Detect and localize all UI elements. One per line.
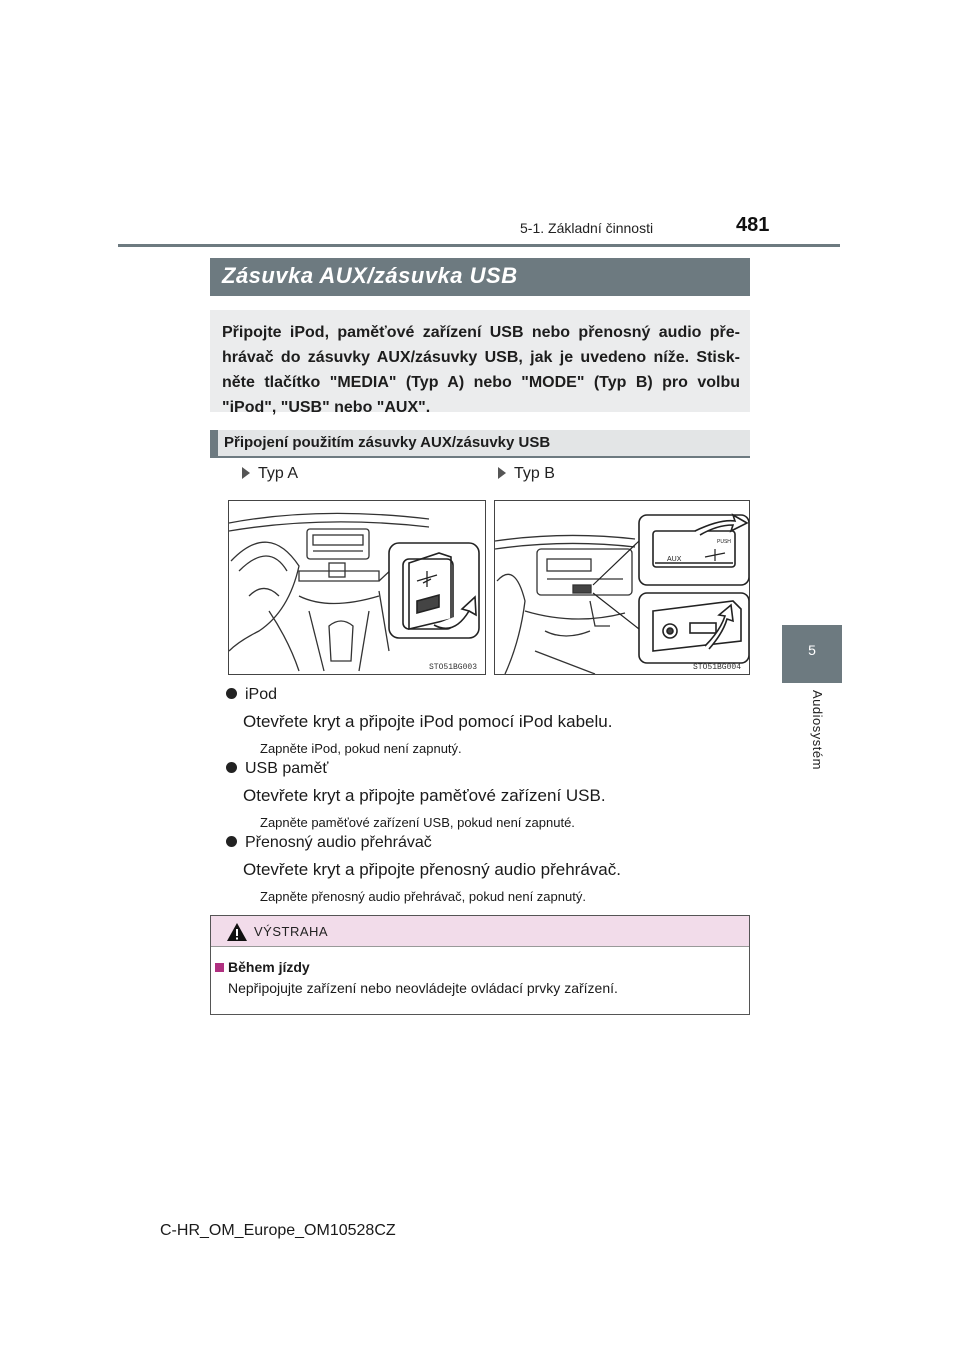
item-title: iPod xyxy=(245,686,278,703)
dashboard-type-a-illustration xyxy=(229,501,485,674)
push-label: PUSH xyxy=(717,539,731,545)
bullet-icon xyxy=(226,836,237,847)
subheading: Připojení použitím zásuvky AUX/zásuvky USB xyxy=(224,434,551,451)
bullet-icon xyxy=(226,688,237,699)
usb-aux-inset xyxy=(389,543,479,638)
item-body: Otevřete kryt a připojte paměťové zařízení USB. xyxy=(243,786,606,805)
item-note: Zapněte přenosný audio přehrávač, pokud není zapnutý. xyxy=(260,889,586,904)
list-item xyxy=(226,834,432,852)
warning-text: Nepřipojujte zařízení nebo neovládejte ovládací prvky zařízení. xyxy=(228,980,618,996)
page-title: Zásuvka AUX/zásuvka USB xyxy=(222,263,518,288)
bullet-icon xyxy=(226,762,237,773)
type-b-text: Typ B xyxy=(514,465,555,482)
item-title: USB paměť xyxy=(245,760,329,777)
aux-label: AUX xyxy=(667,556,682,563)
warning-square-icon xyxy=(215,963,224,972)
figure-type-b xyxy=(494,500,750,675)
dashboard-type-b-illustration xyxy=(495,501,749,674)
item-title: Přenosný audio přehrávač xyxy=(245,834,432,851)
list-item xyxy=(226,760,328,778)
chapter-number: 5 xyxy=(808,642,816,658)
item-body: Otevřete kryt a připojte iPod pomocí iPod kabelu. xyxy=(243,712,613,731)
intro-text: Připojte iPod, paměťové zařízení USB nebo přenosný audio pře-hrávač do zásuvky AUX/zásuvky USB, jak je uvedeno níže. Stisk-něte tlačítko "MEDIA" (Typ A) nebo "MODE" (Typ B) pro volbu "iPod", "USB" nebo "AUX". xyxy=(222,324,740,416)
triangle-bullet-icon xyxy=(242,467,250,479)
warning-triangle-icon xyxy=(226,922,248,942)
warning-title: VÝSTRAHA xyxy=(254,924,329,939)
item-body: Otevřete kryt a připojte přenosný audio přehrávač. xyxy=(243,860,621,879)
subheading-bar xyxy=(210,430,218,458)
figure-b-code: STO51BG004 xyxy=(693,663,742,672)
type-a-label xyxy=(242,465,298,483)
chapter-label: Audiosystém xyxy=(810,690,825,770)
type-b-label xyxy=(498,465,555,483)
item-note: Zapněte iPod, pokud není zapnutý. xyxy=(260,741,462,756)
figure-type-a xyxy=(228,500,486,675)
page-number: 481 xyxy=(736,214,770,236)
section-title: 5-1. Základní činnosti xyxy=(520,220,654,236)
type-a-text: Typ A xyxy=(258,465,299,482)
list-item xyxy=(226,686,277,704)
intro-box xyxy=(210,310,750,416)
item-note: Zapněte paměťové zařízení USB, pokud není zapnuté. xyxy=(260,815,575,830)
aux-usb-push-inset xyxy=(639,515,749,663)
figure-a-code: STO51BG003 xyxy=(429,663,478,672)
header-rule xyxy=(118,244,840,247)
warning-subtitle: Během jízdy xyxy=(228,959,310,975)
document-code: C-HR_OM_Europe_OM10528CZ xyxy=(160,1222,396,1239)
triangle-bullet-icon xyxy=(498,467,506,479)
